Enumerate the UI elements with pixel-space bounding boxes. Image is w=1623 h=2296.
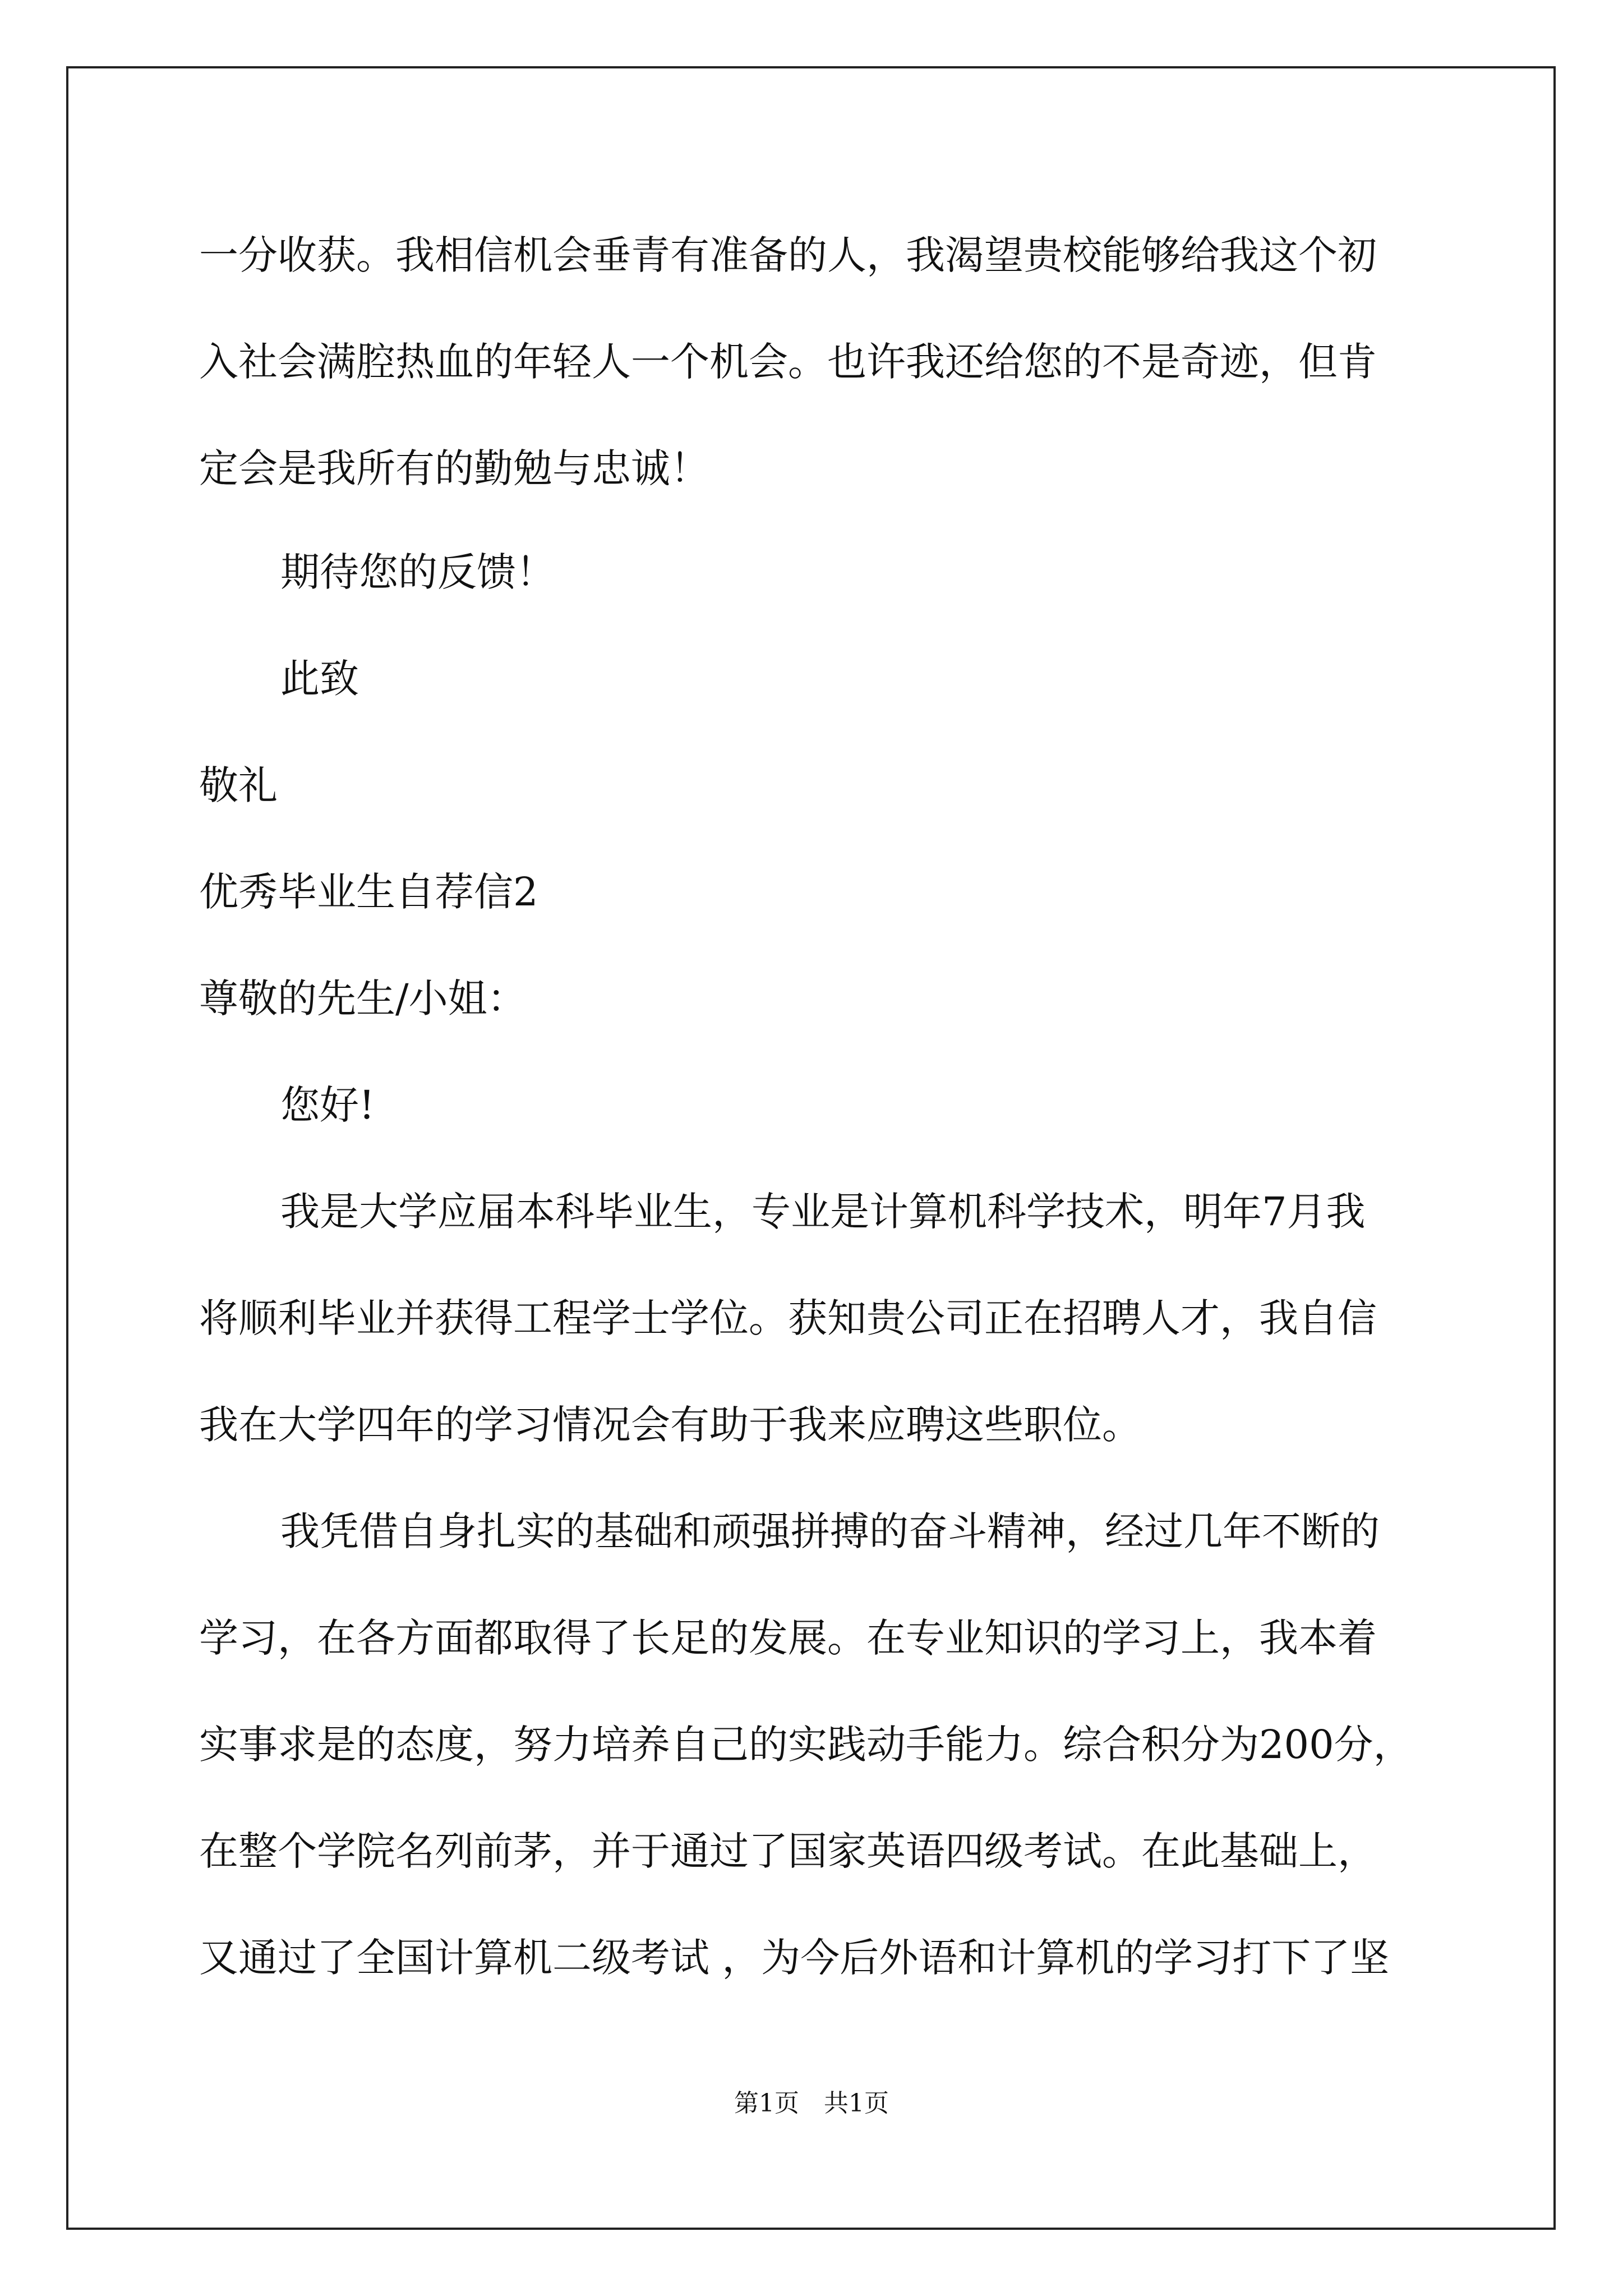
body-line-14: 学习，在各方面都取得了长足的发展。在专业知识的学习上，我本着: [199, 1615, 1377, 1661]
body-line-17: 又通过了全国计算机二级考试 ，为今后外语和计算机的学习打下了坚: [199, 1935, 1390, 1981]
body-line-10: 我是大学应届本科毕业生，专业是计算机科学技术，明年7月我: [280, 1189, 1366, 1235]
body-line-16: 在整个学院名列前茅，并于通过了国家英语四级考试。在此基础上，: [199, 1828, 1377, 1874]
closing-salutation-line: 此致: [280, 656, 359, 702]
body-line-11: 将顺利毕业并获得工程学士学位。获知贵公司正在招聘人才，我自信: [199, 1295, 1377, 1341]
greeting-hello: 您好!: [280, 1082, 375, 1128]
body-line-12: 我在大学四年的学习情况会有助于我来应聘这些职位。: [199, 1402, 1141, 1448]
body-line-2: 入社会满腔热血的年轻人一个机会。也许我还给您的不是奇迹，但肯: [199, 339, 1377, 385]
greeting-recipient: 尊敬的先生/小姐：: [199, 976, 527, 1022]
body-line-15: 实事求是的态度，努力培养自己的实践动手能力。综合积分为200分，: [199, 1722, 1413, 1768]
body-line-13: 我凭借自身扎实的基础和顽强拼搏的奋斗精神，经过几年不断的: [280, 1508, 1380, 1554]
body-line-1: 一分收获。我相信机会垂青有准备的人，我渴望贵校能够给我这个初: [199, 232, 1377, 278]
body-line-3: 定会是我所有的勤勉与忠诚！: [199, 445, 709, 491]
section-title: 优秀毕业生自荐信2: [199, 869, 538, 915]
closing-regards-line: 敬礼: [199, 762, 278, 808]
page-border: [66, 66, 1556, 2230]
closing-expect-line: 期待您的反馈！: [280, 549, 555, 595]
page-number-footer: 第1页 共1页: [734, 2089, 889, 2118]
